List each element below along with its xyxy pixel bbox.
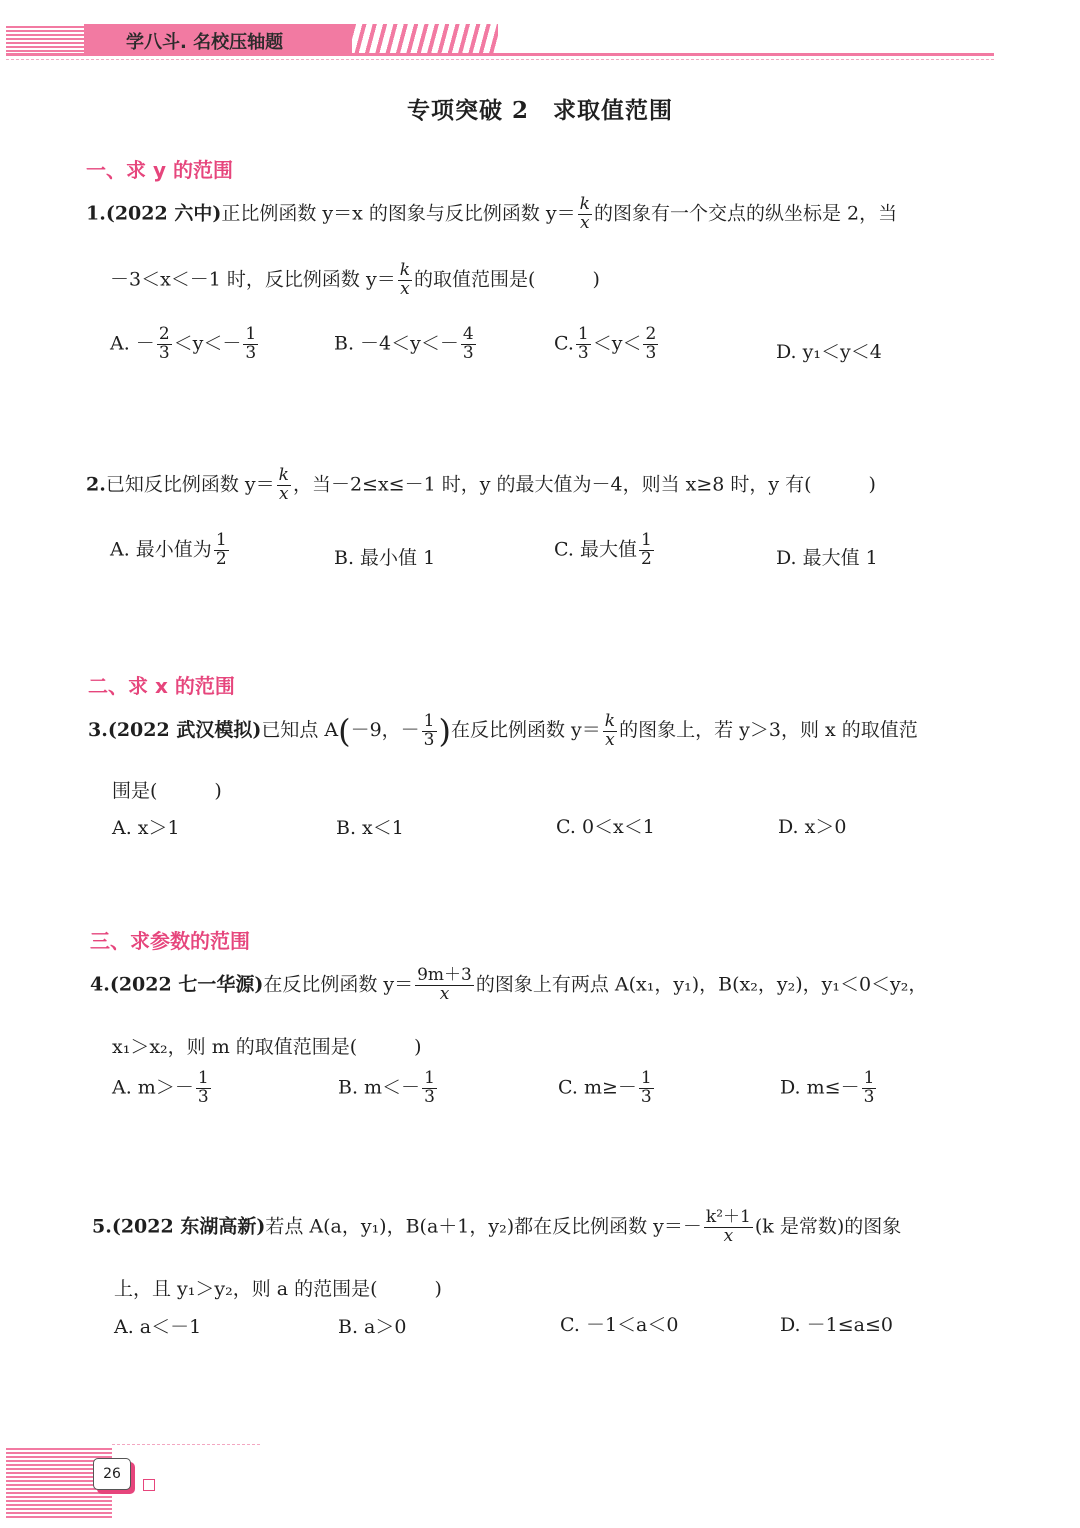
q2-option-b[interactable]: B. 最小值 1 <box>334 547 436 569</box>
q4-option-d[interactable]: D. m≤－ $\frac{1}{3}$ <box>780 1068 875 1107</box>
fraction: $\frac{\text{k²＋1}}{x}$ <box>705 1207 751 1246</box>
question-text: 正比例函数 y＝x 的图象与反比例函数 y＝ <box>221 202 576 225</box>
section-heading-2: 二、求 x 的范围 <box>88 674 235 698</box>
q1-option-a[interactable]: A. － $\frac{2}{3}$ ＜y＜－ $\frac{1}{3}$ <box>110 324 257 363</box>
q4-option-a[interactable]: A. m＞－ $\frac{1}{3}$ <box>112 1068 209 1107</box>
question-source: (2022 七一华源) <box>109 973 264 996</box>
header-hatch <box>352 24 498 56</box>
question-text: 的图象上有两点 A(x₁，y₁)，B(x₂，y₂)，y₁＜0＜y₂， <box>475 973 928 996</box>
section-heading-3: 三、求参数的范围 <box>90 929 250 953</box>
q5-option-b[interactable]: B. a＞0 <box>338 1316 407 1338</box>
fraction: $\frac{k}{x}$ <box>399 260 411 299</box>
header-stripes <box>6 26 84 56</box>
fraction: $\frac{k}{x}$ <box>604 710 616 750</box>
fraction: $\frac{k}{x}$ <box>278 465 289 504</box>
q5-option-d[interactable]: D. －1≤a≤0 <box>780 1314 893 1336</box>
question-text: －3＜x＜－1 时，反比例函数 y＝ <box>110 268 396 291</box>
q1-option-b[interactable]: B. －4＜y＜－ $\frac{4}{3}$ <box>334 324 474 363</box>
page-number: 26 <box>93 1458 131 1490</box>
header-dashed-rule <box>6 59 994 60</box>
footer-dashed-rule <box>112 1444 260 1445</box>
q3-option-a[interactable]: A. x＞1 <box>112 817 180 839</box>
q3-option-d[interactable]: D. x＞0 <box>778 816 847 838</box>
question-2-line-1 <box>86 467 876 504</box>
question-text: (k 是常数)的图象 <box>754 1215 902 1238</box>
question-source: (2022 东湖高新) <box>111 1215 266 1238</box>
q5-option-a[interactable]: A. a＜－1 <box>114 1316 202 1338</box>
question-text: 若点 A(a，y₁)，B(a＋1，y₂)都在反比例函数 y＝－ <box>265 1215 702 1238</box>
q1-option-d[interactable]: D. y₁＜y＜4 <box>776 341 882 363</box>
question-source: (2022 武汉模拟) <box>107 719 262 741</box>
q2-option-a[interactable]: A. 最小值为 $\frac{1}{2}$ <box>110 530 227 569</box>
q3-option-b[interactable]: B. x＜1 <box>336 817 404 839</box>
question-1-line-1 <box>86 196 897 233</box>
question-text: 在反比例函数 y＝ <box>450 719 601 741</box>
question-source: (2022 六中) <box>105 202 222 225</box>
question-4-line-2: x₁＞x₂，则 m 的取值范围是( ) <box>112 1036 422 1058</box>
section-heading-1: 一、求 y 的范围 <box>86 158 233 182</box>
q5-option-c[interactable]: C. －1＜a＜0 <box>560 1314 679 1336</box>
question-text: 在反比例函数 y＝ <box>263 973 414 996</box>
footer-square-icon <box>143 1479 155 1491</box>
question-text: 的取值范围是( ) <box>414 268 600 291</box>
question-number: 2. <box>86 473 106 496</box>
question-5-line-2: 上，且 y₁＞y₂，则 a 的范围是( ) <box>114 1278 442 1300</box>
question-4-line-1 <box>90 967 927 1004</box>
q2-option-c[interactable]: C. 最大值 $\frac{1}{2}$ <box>554 530 652 569</box>
q1-option-c[interactable]: C. $\frac{1}{3}$ ＜y＜ $\frac{2}{3}$ <box>554 324 657 363</box>
question-text: 的图象上，若 y＞3，则 x 的取值范 <box>619 719 918 741</box>
question-5-line-1 <box>92 1209 901 1246</box>
fraction: $\frac{k}{x}$ <box>579 194 590 233</box>
question-number: 3. <box>88 719 108 741</box>
q2-option-d[interactable]: D. 最大值 1 <box>776 547 878 569</box>
q4-option-c[interactable]: C. m≥－ $\frac{1}{3}$ <box>558 1068 652 1107</box>
fraction: $\frac{9m+3}{x}$ <box>417 965 472 1004</box>
q4-option-b[interactable]: B. m＜－ $\frac{1}{3}$ <box>338 1068 435 1107</box>
question-number: 5. <box>92 1215 112 1238</box>
question-number: 1. <box>86 202 106 225</box>
series-title: 学八斗. 名校压轴题 <box>126 32 284 53</box>
question-3-line-1: 3.(2022 武汉模拟)已知点 A(－9，－ $\frac{1}{3}$ )在反比例函数 y＝ $\frac{k}{x}$ 的图象上，若 y＞3，则 x 的取值范 <box>88 710 918 750</box>
question-text: 的图象有一个交点的纵坐标是 2，当 <box>593 202 898 225</box>
question-number: 4. <box>90 973 110 996</box>
question-1-line-2 <box>110 262 600 299</box>
question-3-line-2: 围是( ) <box>112 780 222 802</box>
question-text: 已知反比例函数 y＝ <box>105 473 275 496</box>
page-title: 专项突破 2 求取值范围 <box>406 97 673 124</box>
q3-option-c[interactable]: C. 0＜x＜1 <box>556 816 655 838</box>
question-text: 已知点 A <box>261 719 339 741</box>
question-text: ，当－2≤x≤－1 时，y 的最大值为－4，则当 x≥8 时，y 有( ) <box>292 473 876 496</box>
